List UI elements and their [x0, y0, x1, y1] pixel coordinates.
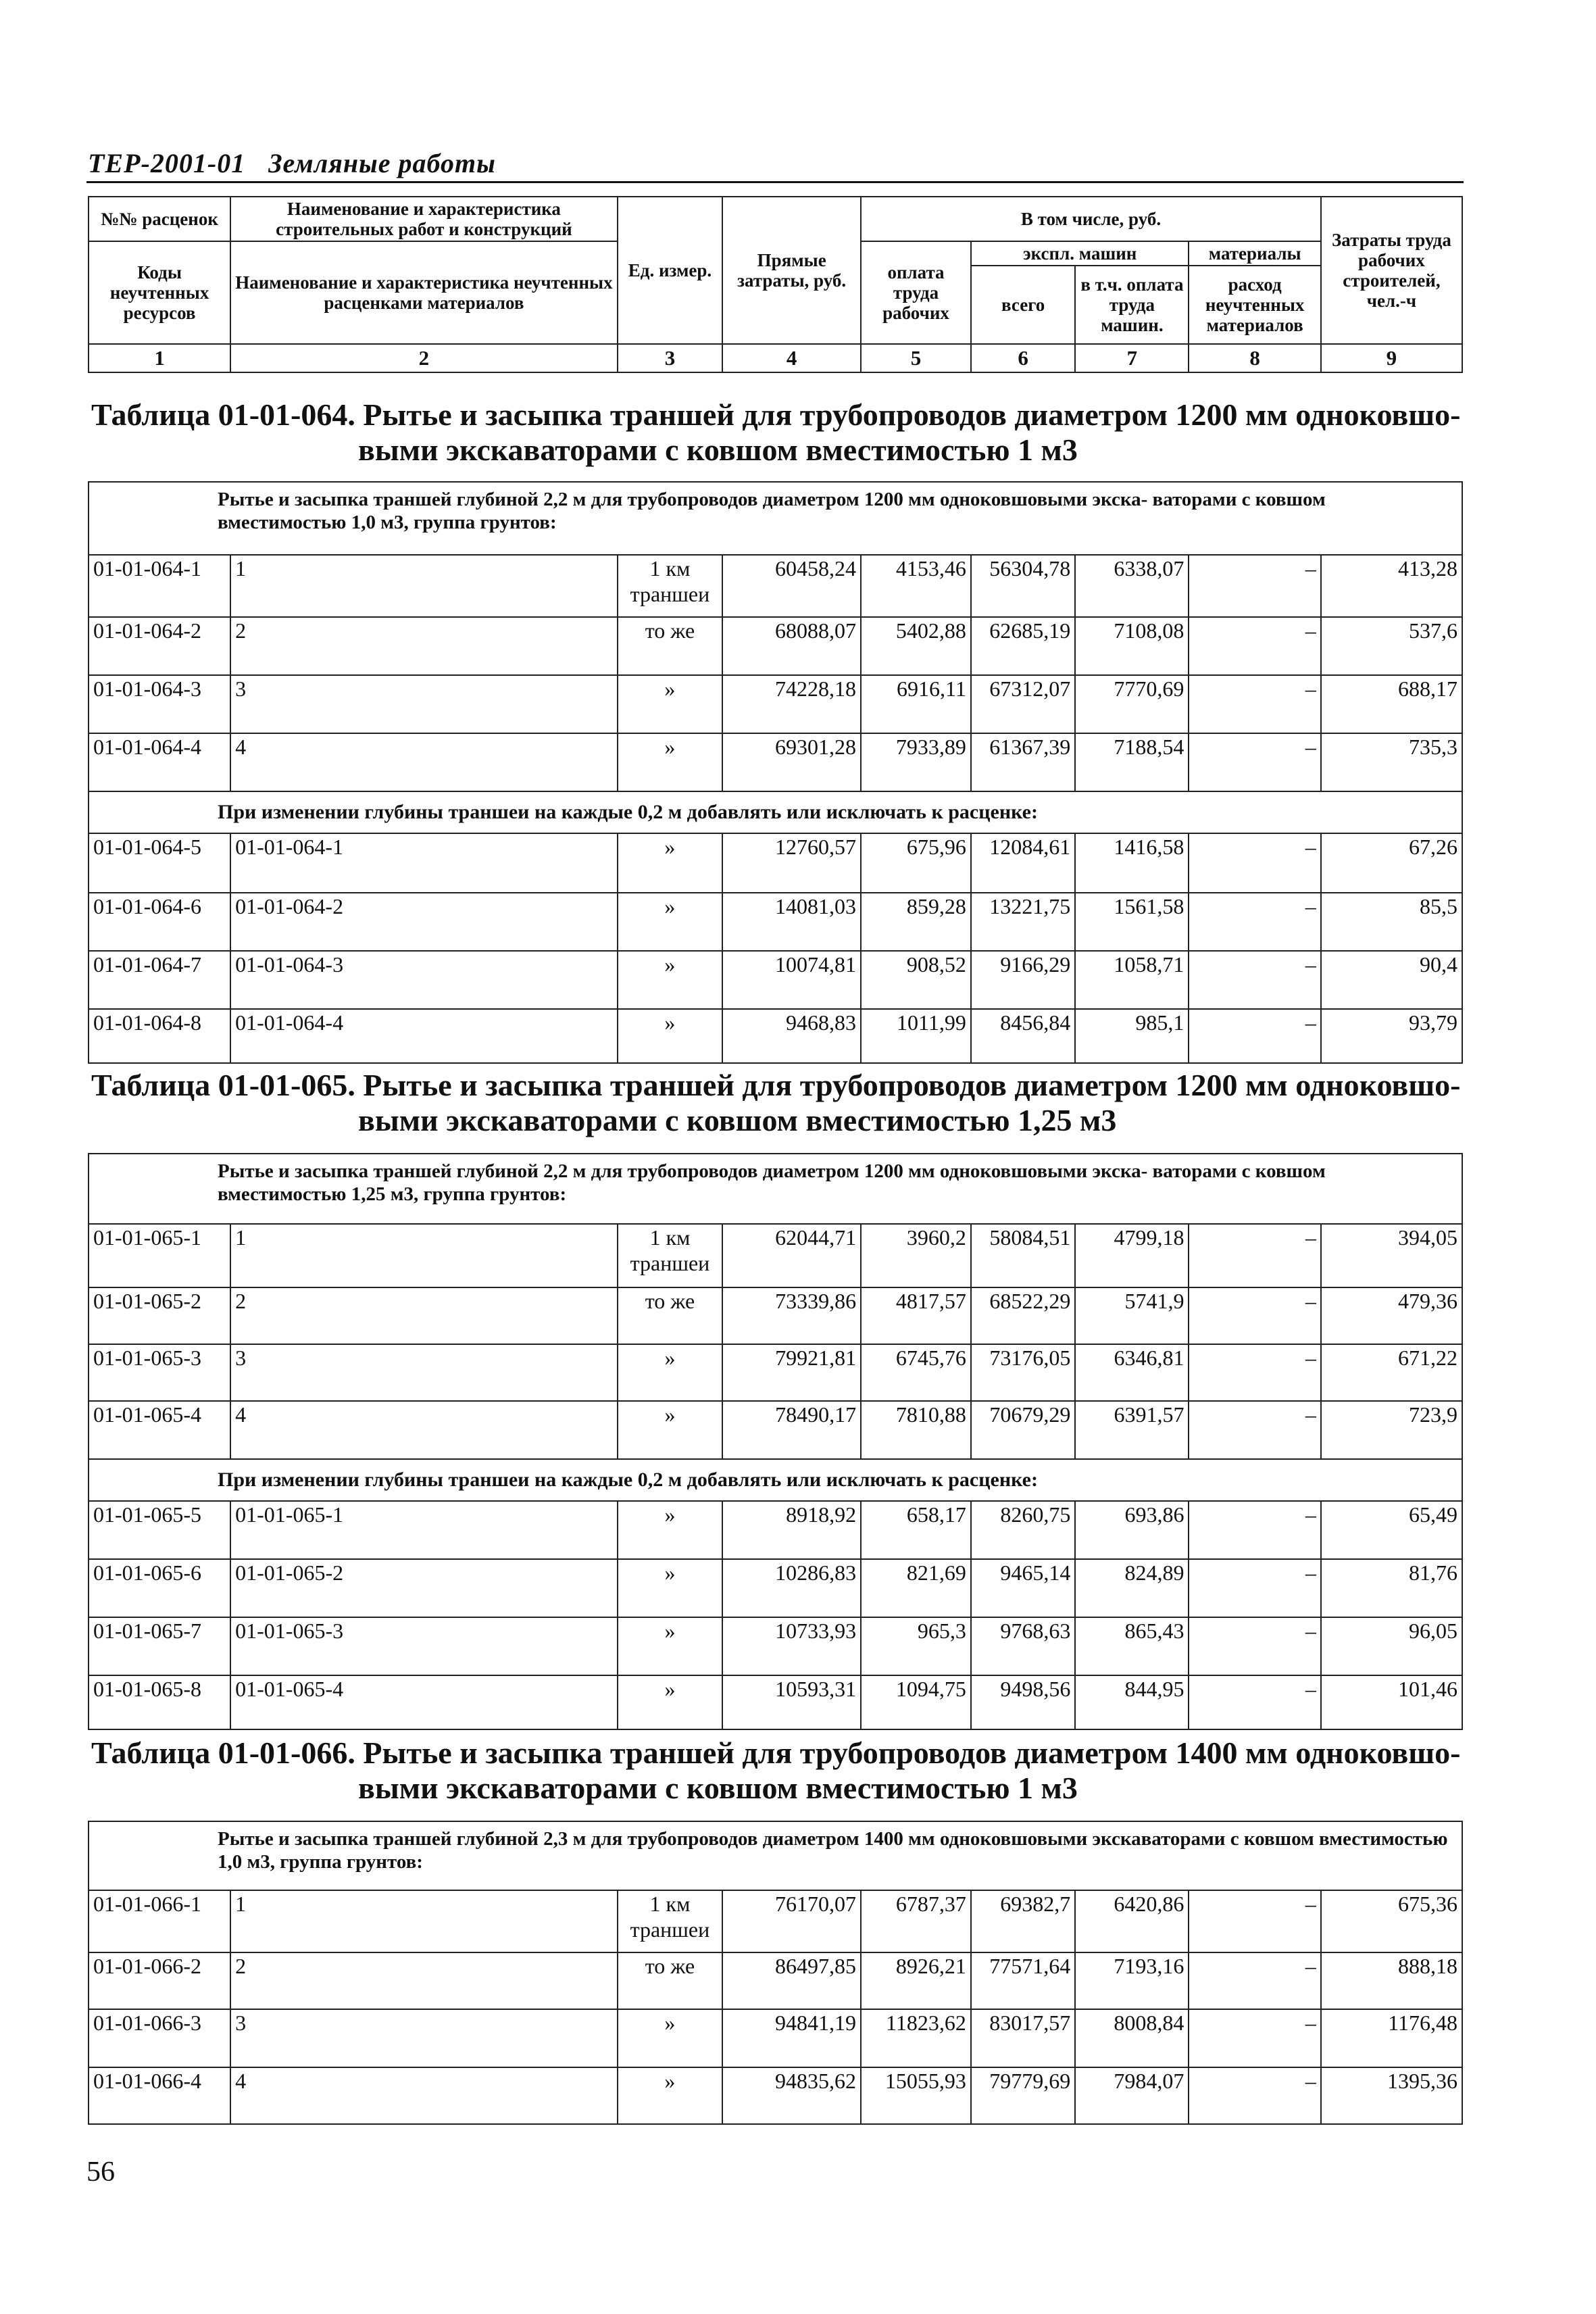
- rate-name: 4: [230, 1401, 618, 1459]
- materials: –: [1189, 733, 1320, 791]
- unit: »: [618, 1617, 722, 1675]
- unit: »: [618, 1401, 722, 1459]
- running-header: [88, 147, 496, 179]
- direct-costs: 12760,57: [722, 833, 861, 893]
- labor-pay: 658,17: [861, 1501, 971, 1559]
- labor-pay: 11823,62: [861, 2009, 971, 2067]
- direct-costs: 78490,17: [722, 1401, 861, 1459]
- col-number: 5: [861, 344, 971, 372]
- labor-hours: 723,9: [1321, 1401, 1462, 1459]
- machine-total: 61367,39: [971, 733, 1075, 791]
- labor-pay: 675,96: [861, 833, 971, 893]
- hdr-unit: Ед. измер.: [618, 197, 722, 344]
- machine-labor: 6391,57: [1075, 1401, 1189, 1459]
- rate-code: 01-01-064-8: [89, 1009, 230, 1063]
- materials: –: [1189, 1617, 1320, 1675]
- hdr-machine-labor: в т.ч. оплата труда машин.: [1075, 266, 1189, 344]
- machine-labor: 6338,07: [1075, 555, 1189, 617]
- machine-total: 12084,61: [971, 833, 1075, 893]
- direct-costs: 74228,18: [722, 675, 861, 733]
- unit: »: [618, 1559, 722, 1617]
- labor-hours: 1395,36: [1321, 2067, 1462, 2124]
- rate-code: 01-01-064-2: [89, 617, 230, 675]
- rate-name: 01-01-065-3: [230, 1617, 618, 1675]
- rate-name: 01-01-065-4: [230, 1675, 618, 1729]
- unit: 1 км траншеи: [618, 1890, 722, 1952]
- labor-hours: 394,05: [1321, 1224, 1462, 1287]
- rate-code: 01-01-065-5: [89, 1501, 230, 1559]
- labor-hours: 888,18: [1321, 1952, 1462, 2009]
- machine-labor: 7984,07: [1075, 2067, 1189, 2124]
- unit: то же: [618, 1287, 722, 1344]
- labor-hours: 93,79: [1321, 1009, 1462, 1063]
- materials: –: [1189, 951, 1320, 1009]
- rate-code: 01-01-064-6: [89, 893, 230, 951]
- machine-labor: 1561,58: [1075, 893, 1189, 951]
- unit: то же: [618, 617, 722, 675]
- col-number: 9: [1321, 344, 1462, 372]
- page-number: 56: [86, 2157, 115, 2188]
- depth-note: При изменении глубины траншеи на каждые 0,2 м добавлять или исключать к расценке:: [89, 1459, 1462, 1501]
- labor-pay: 1011,99: [861, 1009, 971, 1063]
- labor-hours: 479,36: [1321, 1287, 1462, 1344]
- labor-pay: 1094,75: [861, 1675, 971, 1729]
- direct-costs: 62044,71: [722, 1224, 861, 1287]
- series-code: ТЕР-2001-01: [88, 148, 246, 178]
- labor-pay: 15055,93: [861, 2067, 971, 2124]
- rate-table-064: [88, 481, 1463, 1064]
- labor-hours: 90,4: [1321, 951, 1462, 1009]
- labor-hours: 67,26: [1321, 833, 1462, 893]
- machine-total: 73176,05: [971, 1344, 1075, 1401]
- section-heading: Рытье и засыпка траншей глубиной 2,3 м для трубопроводов диаметром 1400 мм одноковшовыми экскаваторами с ковшом вместимостью 1,0 м3, группа грунтов:: [89, 1821, 1462, 1890]
- rate-code: 01-01-065-6: [89, 1559, 230, 1617]
- rate-table-065: [88, 1153, 1463, 1730]
- materials: –: [1189, 1009, 1320, 1063]
- direct-costs: 73339,86: [722, 1287, 861, 1344]
- rate-code: 01-01-066-4: [89, 2067, 230, 2124]
- labor-pay: 5402,88: [861, 617, 971, 675]
- labor-hours: 413,28: [1321, 555, 1462, 617]
- labor-pay: 6745,76: [861, 1344, 971, 1401]
- labor-pay: 6787,37: [861, 1890, 971, 1952]
- machine-labor: 8008,84: [1075, 2009, 1189, 2067]
- materials: –: [1189, 1501, 1320, 1559]
- materials: –: [1189, 1344, 1320, 1401]
- machine-labor: 985,1: [1075, 1009, 1189, 1063]
- hdr-name-bottom: Наименование и характеристика неучтенных расценками материалов: [230, 241, 618, 344]
- direct-costs: 94835,62: [722, 2067, 861, 2124]
- materials: –: [1189, 2067, 1320, 2124]
- materials: –: [1189, 617, 1320, 675]
- unit: »: [618, 1009, 722, 1063]
- direct-costs: 86497,85: [722, 1952, 861, 2009]
- table-title: Таблица 01-01-065. Рытье и засыпка траншей для трубопроводов диаметром 1200 мм одноковшо- выми экскаваторами с ковшом вместимостью 1,25 м3: [91, 1068, 1461, 1137]
- labor-pay: 821,69: [861, 1559, 971, 1617]
- direct-costs: 10593,31: [722, 1675, 861, 1729]
- direct-costs: 10286,83: [722, 1559, 861, 1617]
- unit: »: [618, 893, 722, 951]
- direct-costs: 68088,07: [722, 617, 861, 675]
- rate-code: 01-01-066-2: [89, 1952, 230, 2009]
- machine-labor: 6420,86: [1075, 1890, 1189, 1952]
- unit: »: [618, 675, 722, 733]
- rate-code: 01-01-065-1: [89, 1224, 230, 1287]
- labor-pay: 3960,2: [861, 1224, 971, 1287]
- machine-labor: 4799,18: [1075, 1224, 1189, 1287]
- col-number: 2: [230, 344, 618, 372]
- labor-pay: 7810,88: [861, 1401, 971, 1459]
- machine-total: 9768,63: [971, 1617, 1075, 1675]
- rate-code: 01-01-065-2: [89, 1287, 230, 1344]
- unit: »: [618, 733, 722, 791]
- labor-pay: 8926,21: [861, 1952, 971, 2009]
- direct-costs: 9468,83: [722, 1009, 861, 1063]
- unit: 1 км траншеи: [618, 555, 722, 617]
- rate-code: 01-01-065-4: [89, 1401, 230, 1459]
- direct-costs: 79921,81: [722, 1344, 861, 1401]
- machine-labor: 693,86: [1075, 1501, 1189, 1559]
- col-number: 3: [618, 344, 722, 372]
- materials: –: [1189, 1675, 1320, 1729]
- direct-costs: 10733,93: [722, 1617, 861, 1675]
- hdr-direct: Прямые затраты, руб.: [722, 197, 861, 344]
- labor-hours: 671,22: [1321, 1344, 1462, 1401]
- section-name: Земляные работы: [268, 148, 496, 178]
- direct-costs: 76170,07: [722, 1890, 861, 1952]
- rate-name: 1: [230, 555, 618, 617]
- table-title: Таблица 01-01-064. Рытье и засыпка траншей для трубопроводов диаметром 1200 мм одноковшо- выми экскаваторами с ковшом вместимостью 1 м3: [91, 397, 1461, 467]
- unit: »: [618, 951, 722, 1009]
- labor-hours: 65,49: [1321, 1501, 1462, 1559]
- machine-total: 69382,7: [971, 1890, 1075, 1952]
- rate-name: 2: [230, 617, 618, 675]
- unit: »: [618, 2067, 722, 2124]
- materials: –: [1189, 1224, 1320, 1287]
- rate-name: 4: [230, 2067, 618, 2124]
- rate-name: 2: [230, 1287, 618, 1344]
- hdr-labor-costs: Затраты труда рабочих строителей, чел.-ч: [1321, 197, 1462, 344]
- machine-total: 13221,75: [971, 893, 1075, 951]
- rate-name: 3: [230, 2009, 618, 2067]
- labor-hours: 675,36: [1321, 1890, 1462, 1952]
- unit: »: [618, 1344, 722, 1401]
- unit: »: [618, 1675, 722, 1729]
- rate-table-066: [88, 1821, 1463, 2125]
- machine-labor: 844,95: [1075, 1675, 1189, 1729]
- depth-note: При изменении глубины траншеи на каждые 0,2 м добавлять или исключать к расценке:: [89, 791, 1462, 833]
- rate-name: 1: [230, 1890, 618, 1952]
- direct-costs: 8918,92: [722, 1501, 861, 1559]
- rate-name: 3: [230, 1344, 618, 1401]
- section-heading: Рытье и засыпка траншей глубиной 2,2 м для трубопроводов диаметром 1200 мм одноковшовыми экска- ваторами с ковшом вместимостью 1,25 м3, группа грунтов:: [89, 1154, 1462, 1224]
- machine-total: 9498,56: [971, 1675, 1075, 1729]
- materials: –: [1189, 833, 1320, 893]
- machine-labor: 7770,69: [1075, 675, 1189, 733]
- machine-labor: 7188,54: [1075, 733, 1189, 791]
- machine-total: 67312,07: [971, 675, 1075, 733]
- direct-costs: 60458,24: [722, 555, 861, 617]
- rate-name: 01-01-065-1: [230, 1501, 618, 1559]
- rate-name: 3: [230, 675, 618, 733]
- labor-hours: 735,3: [1321, 733, 1462, 791]
- materials: –: [1189, 675, 1320, 733]
- labor-pay: 908,52: [861, 951, 971, 1009]
- machine-labor: 7193,16: [1075, 1952, 1189, 2009]
- machine-labor: 5741,9: [1075, 1287, 1189, 1344]
- labor-pay: 7933,89: [861, 733, 971, 791]
- unit: »: [618, 833, 722, 893]
- machine-total: 79779,69: [971, 2067, 1075, 2124]
- hdr-code-bottom: Коды неучтенных ресурсов: [89, 241, 230, 344]
- direct-costs: 69301,28: [722, 733, 861, 791]
- column-header-table: [88, 196, 1463, 373]
- rate-code: 01-01-065-7: [89, 1617, 230, 1675]
- materials: –: [1189, 1559, 1320, 1617]
- direct-costs: 14081,03: [722, 893, 861, 951]
- machine-total: 83017,57: [971, 2009, 1075, 2067]
- col-number: 4: [722, 344, 861, 372]
- hdr-labor-pay: оплата труда рабочих: [861, 241, 971, 344]
- rate-name: 01-01-064-2: [230, 893, 618, 951]
- labor-hours: 101,46: [1321, 1675, 1462, 1729]
- machine-total: 70679,29: [971, 1401, 1075, 1459]
- labor-hours: 81,76: [1321, 1559, 1462, 1617]
- rate-name: 01-01-064-3: [230, 951, 618, 1009]
- hdr-materials-unaccounted: расход неучтенных материалов: [1189, 266, 1320, 344]
- unit: »: [618, 1501, 722, 1559]
- rate-code: 01-01-064-3: [89, 675, 230, 733]
- labor-hours: 85,5: [1321, 893, 1462, 951]
- col-number: 7: [1075, 344, 1189, 372]
- machine-labor: 6346,81: [1075, 1344, 1189, 1401]
- machine-total: 56304,78: [971, 555, 1075, 617]
- machine-total: 58084,51: [971, 1224, 1075, 1287]
- rate-name: 01-01-064-4: [230, 1009, 618, 1063]
- rate-name: 01-01-064-1: [230, 833, 618, 893]
- unit: »: [618, 2009, 722, 2067]
- rate-code: 01-01-064-7: [89, 951, 230, 1009]
- rate-code: 01-01-064-4: [89, 733, 230, 791]
- rate-name: 1: [230, 1224, 618, 1287]
- labor-hours: 537,6: [1321, 617, 1462, 675]
- materials: –: [1189, 555, 1320, 617]
- col-number: 6: [971, 344, 1075, 372]
- rate-code: 01-01-066-1: [89, 1890, 230, 1952]
- labor-pay: 4817,57: [861, 1287, 971, 1344]
- direct-costs: 94841,19: [722, 2009, 861, 2067]
- machine-labor: 824,89: [1075, 1559, 1189, 1617]
- rate-code: 01-01-064-1: [89, 555, 230, 617]
- hdr-code-top: №№ расценок: [89, 197, 230, 241]
- labor-hours: 1176,48: [1321, 2009, 1462, 2067]
- rate-code: 01-01-064-5: [89, 833, 230, 893]
- machine-total: 9465,14: [971, 1559, 1075, 1617]
- direct-costs: 10074,81: [722, 951, 861, 1009]
- unit: то же: [618, 1952, 722, 2009]
- materials: –: [1189, 1287, 1320, 1344]
- labor-pay: 6916,11: [861, 675, 971, 733]
- labor-hours: 688,17: [1321, 675, 1462, 733]
- machine-labor: 1058,71: [1075, 951, 1189, 1009]
- rate-code: 01-01-065-3: [89, 1344, 230, 1401]
- machine-labor: 1416,58: [1075, 833, 1189, 893]
- labor-pay: 4153,46: [861, 555, 971, 617]
- materials: –: [1189, 2009, 1320, 2067]
- rate-name: 4: [230, 733, 618, 791]
- unit: 1 км траншеи: [618, 1224, 722, 1287]
- machine-total: 9166,29: [971, 951, 1075, 1009]
- hdr-machine-op: экспл. машин: [971, 241, 1189, 266]
- machine-total: 8260,75: [971, 1501, 1075, 1559]
- machine-labor: 865,43: [1075, 1617, 1189, 1675]
- rate-name: 2: [230, 1952, 618, 2009]
- labor-hours: 96,05: [1321, 1617, 1462, 1675]
- section-heading: Рытье и засыпка траншей глубиной 2,2 м для трубопроводов диаметром 1200 мм одноковшовыми экска- ваторами с ковшом вместимостью 1,0 м3, группа грунтов:: [89, 482, 1462, 555]
- header-rule: [86, 181, 1464, 183]
- hdr-materials: материалы: [1189, 241, 1320, 266]
- rate-name: 01-01-065-2: [230, 1559, 618, 1617]
- hdr-including: В том числе, руб.: [861, 197, 1321, 241]
- materials: –: [1189, 1890, 1320, 1952]
- machine-total: 68522,29: [971, 1287, 1075, 1344]
- machine-total: 62685,19: [971, 617, 1075, 675]
- rate-code: 01-01-065-8: [89, 1675, 230, 1729]
- hdr-machine-total: всего: [971, 266, 1075, 344]
- materials: –: [1189, 1952, 1320, 2009]
- rate-code: 01-01-066-3: [89, 2009, 230, 2067]
- col-number: 8: [1189, 344, 1320, 372]
- labor-pay: 965,3: [861, 1617, 971, 1675]
- col-number: 1: [89, 344, 230, 372]
- labor-pay: 859,28: [861, 893, 971, 951]
- materials: –: [1189, 893, 1320, 951]
- machine-total: 8456,84: [971, 1009, 1075, 1063]
- hdr-name-top: Наименование и характеристика строительных работ и конструкций: [230, 197, 618, 241]
- materials: –: [1189, 1401, 1320, 1459]
- machine-total: 77571,64: [971, 1952, 1075, 2009]
- table-title: Таблица 01-01-066. Рытье и засыпка траншей для трубопроводов диаметром 1400 мм одноковшо- выми экскаваторами с ковшом вместимостью 1 м3: [91, 1736, 1461, 1805]
- machine-labor: 7108,08: [1075, 617, 1189, 675]
